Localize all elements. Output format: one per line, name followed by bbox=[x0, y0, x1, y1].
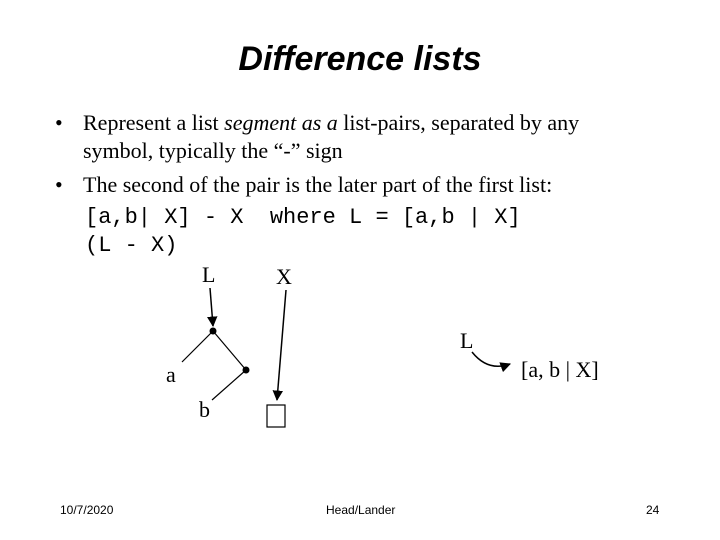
label-L-right: L bbox=[460, 328, 474, 353]
label-L: L bbox=[202, 262, 216, 287]
footer-page-number: 24 bbox=[646, 503, 660, 517]
bullet-1-text-start: Represent a list bbox=[83, 110, 225, 135]
label-a: a bbox=[166, 362, 176, 387]
bullet-2-line-1: The second of the pair is the later part of the first list: bbox=[83, 172, 553, 197]
slide-title: Difference lists bbox=[238, 40, 482, 78]
bullet-marker: • bbox=[55, 172, 63, 197]
footer-author: Head/Lander bbox=[326, 503, 396, 517]
edge-node1-to-node2 bbox=[213, 331, 246, 370]
arrow-L-to-list bbox=[472, 352, 510, 366]
arrow-X-to-tail bbox=[277, 290, 286, 400]
bullet-marker: • bbox=[55, 110, 63, 135]
tail-box bbox=[267, 405, 285, 427]
label-b: b bbox=[199, 397, 210, 422]
edge-node1-to-a bbox=[182, 331, 213, 362]
arrow-L-to-head bbox=[210, 288, 213, 326]
code-line-1: [a,b| X] - X where L = [a,b | X] bbox=[85, 205, 521, 230]
code-line-2: (L - X) bbox=[85, 233, 178, 258]
bullet-1-line-2: symbol, typically the “-” sign bbox=[83, 138, 343, 163]
footer-date: 10/7/2020 bbox=[60, 503, 114, 517]
label-list-value: [a, b | X] bbox=[521, 357, 599, 382]
bullet-1-italic-text: segment as a bbox=[224, 110, 338, 135]
bullet-1-text-end: list-pairs, separated by any bbox=[337, 110, 580, 135]
label-X: X bbox=[276, 264, 292, 289]
edge-node2-to-b bbox=[212, 370, 246, 400]
